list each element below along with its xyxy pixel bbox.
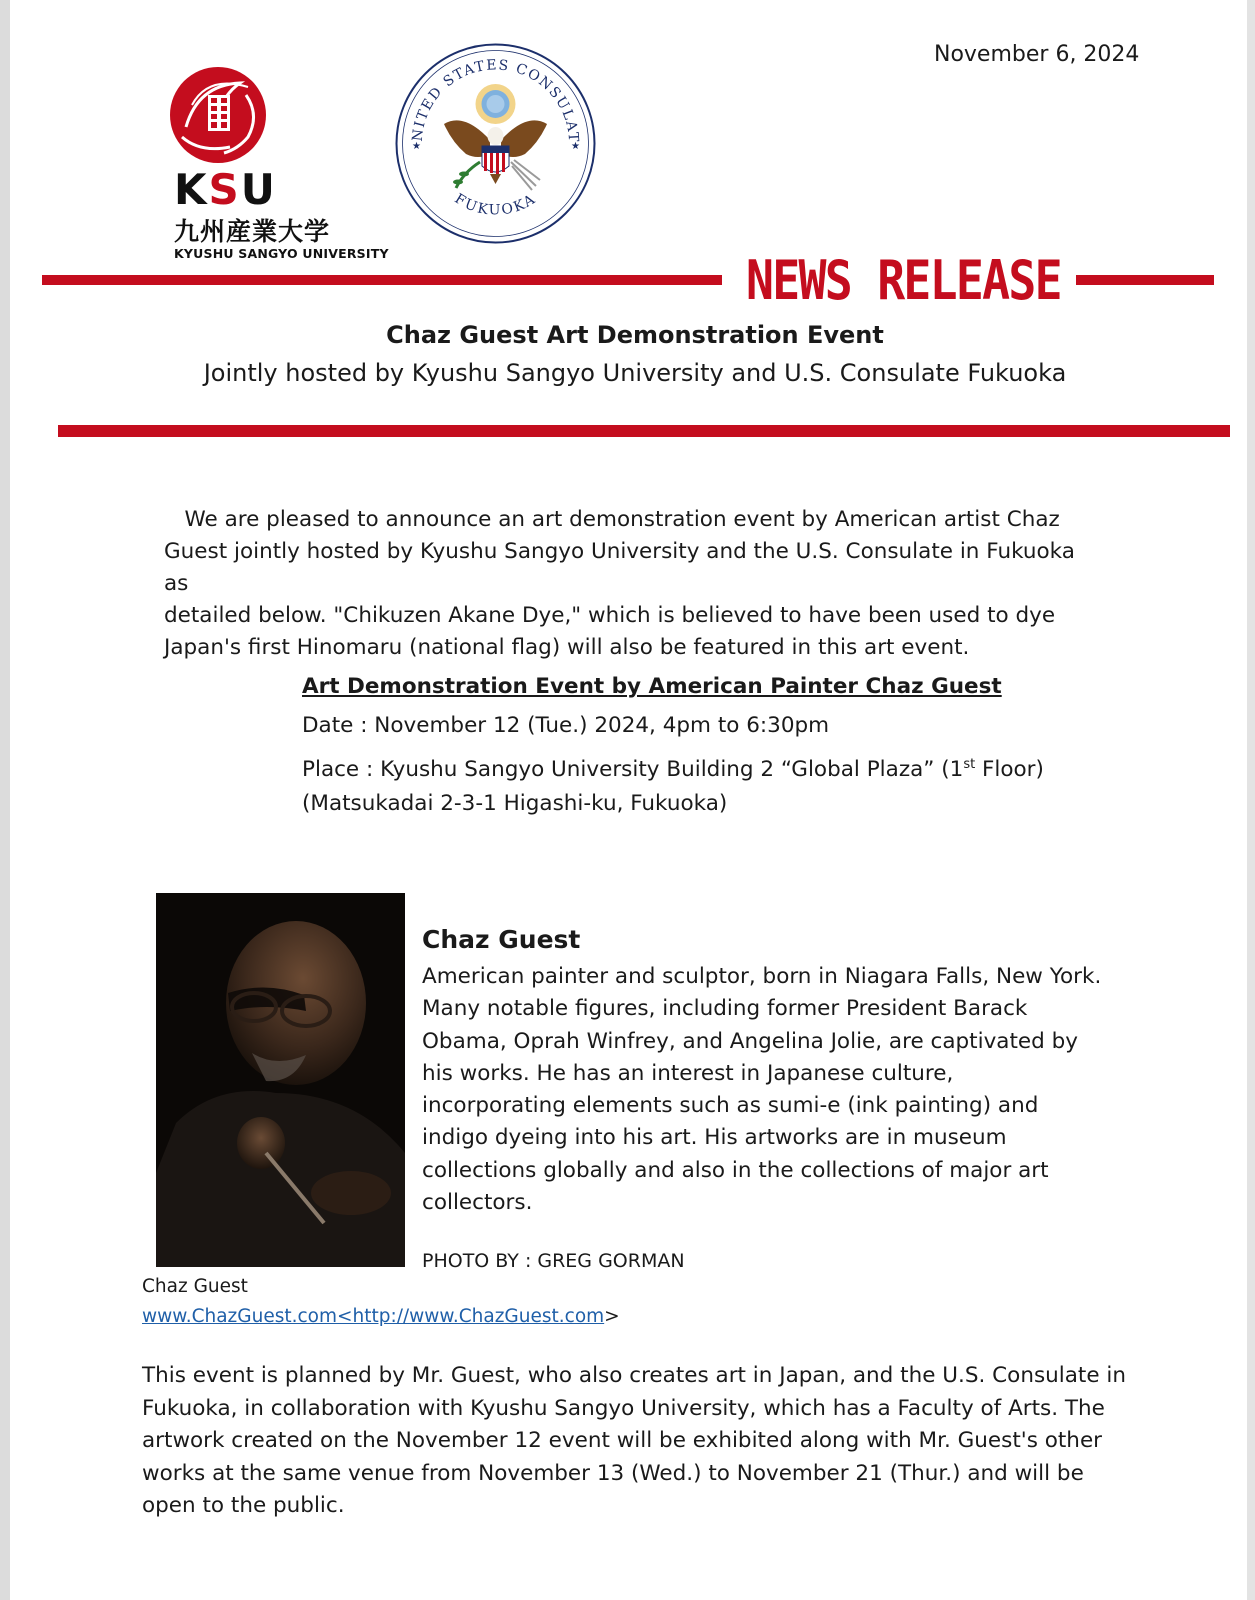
- bio-line: collectors.: [422, 1190, 533, 1216]
- closing-line: open to the public.: [142, 1493, 345, 1518]
- closing-line: Fukuoka, in collaboration with Kyushu Sangyo University, which has a Faculty of Arts. The: [142, 1395, 1105, 1421]
- bio-name: Chaz Guest: [422, 925, 581, 954]
- details-date: Date : November 12 (Tue.) 2024, 4pm to 6:30pm: [302, 713, 830, 738]
- ksu-letters: KSU: [174, 165, 277, 214]
- red-rule-divider: [58, 425, 1230, 437]
- page-frame-left: [0, 0, 10, 1600]
- ksu-emblem-logo: [168, 65, 268, 165]
- release-date: November 6, 2024: [934, 42, 1140, 67]
- event-subtitle: Jointly hosted by Kyushu Sangyo University and U.S. Consulate Fukuoka: [203, 359, 1067, 387]
- ksu-name-japanese: 九州産業大学: [174, 217, 331, 246]
- bio-line: Many notable figures, including former President Barack: [422, 996, 1028, 1022]
- details-heading: Art Demonstration Event by American Painter Chaz Guest: [302, 674, 1002, 699]
- bio-line: his works. He has an interest in Japanese culture,: [422, 1060, 954, 1086]
- closing-line: artwork created on the November 12 event will be exhibited along with Mr. Guest's other: [142, 1428, 1103, 1453]
- news-release-heading: NEWS RELEASE: [746, 249, 1061, 312]
- artist-portrait-photo: [156, 893, 405, 1267]
- details-place: Place : Kyushu Sangyo University Building 2 “Global Plaza” (1st Floor): [302, 757, 1044, 783]
- svg-text:★: ★: [571, 141, 580, 152]
- bio-line: indigo dyeing into his art. His artworks are in museum: [422, 1125, 1007, 1151]
- details-address: (Matsukadai 2-3-1 Higashi-ku, Fukuoka): [302, 791, 728, 816]
- event-title: Chaz Guest Art Demonstration Event: [386, 321, 884, 349]
- intro-line: Japan's first Hinomaru (national flag) will also be featured in this art event.: [164, 635, 970, 660]
- photo-caption: Chaz Guest: [142, 1276, 248, 1297]
- svg-text:UNITED STATES CONSULATE: NITED STATES CONSULAT: [409, 57, 582, 144]
- bio-paragraph: [422, 961, 1122, 1219]
- page-frame-right: [1247, 0, 1255, 1600]
- svg-text:★: ★: [412, 141, 421, 152]
- photo-credit: PHOTO BY : GREG GORMAN: [422, 1250, 685, 1272]
- ksu-name-english: KYUSHU SANGYO UNIVERSITY: [174, 246, 389, 261]
- event-details: [302, 674, 1044, 828]
- intro-line: Guest jointly hosted by Kyushu Sangyo University and the U.S. Consulate in Fukuoka as: [164, 539, 1075, 596]
- intro-paragraph: [164, 504, 1104, 664]
- bio-line: American painter and sculptor, born in Niagara Falls, New York.: [422, 964, 1102, 989]
- bio-line: collections globally and also in the collections of major art: [422, 1157, 1049, 1183]
- artist-website: www.ChazGuest.com<http://www.ChazGuest.com>: [142, 1306, 620, 1327]
- bio-line: incorporating elements such as sumi-e (ink painting) and: [422, 1093, 1039, 1119]
- closing-line: This event is planned by Mr. Guest, who also creates art in Japan, and the U.S. Consulate in: [142, 1363, 1127, 1388]
- intro-line: detailed below. "Chikuzen Akane Dye," which is believed to have been used to dye: [164, 603, 1056, 628]
- red-rule-right: [1076, 275, 1214, 285]
- closing-line: works at the same venue from November 13 (Wed.) to November 21 (Thur.) and will be: [142, 1460, 1084, 1486]
- closing-paragraph: [142, 1360, 1132, 1523]
- svg-text:FUKUOKA: FUKUOKA: [451, 190, 540, 219]
- intro-line: We are pleased to announce an art demonstration event by American artist Chaz: [164, 507, 1060, 532]
- artist-website-link[interactable]: www.ChazGuest.com<http://www.ChazGuest.com: [142, 1306, 605, 1327]
- bio-line: Obama, Oprah Winfrey, and Angelina Jolie, are captivated by: [422, 1028, 1078, 1054]
- red-rule-left: [42, 275, 722, 285]
- us-consulate-seal: [394, 42, 597, 245]
